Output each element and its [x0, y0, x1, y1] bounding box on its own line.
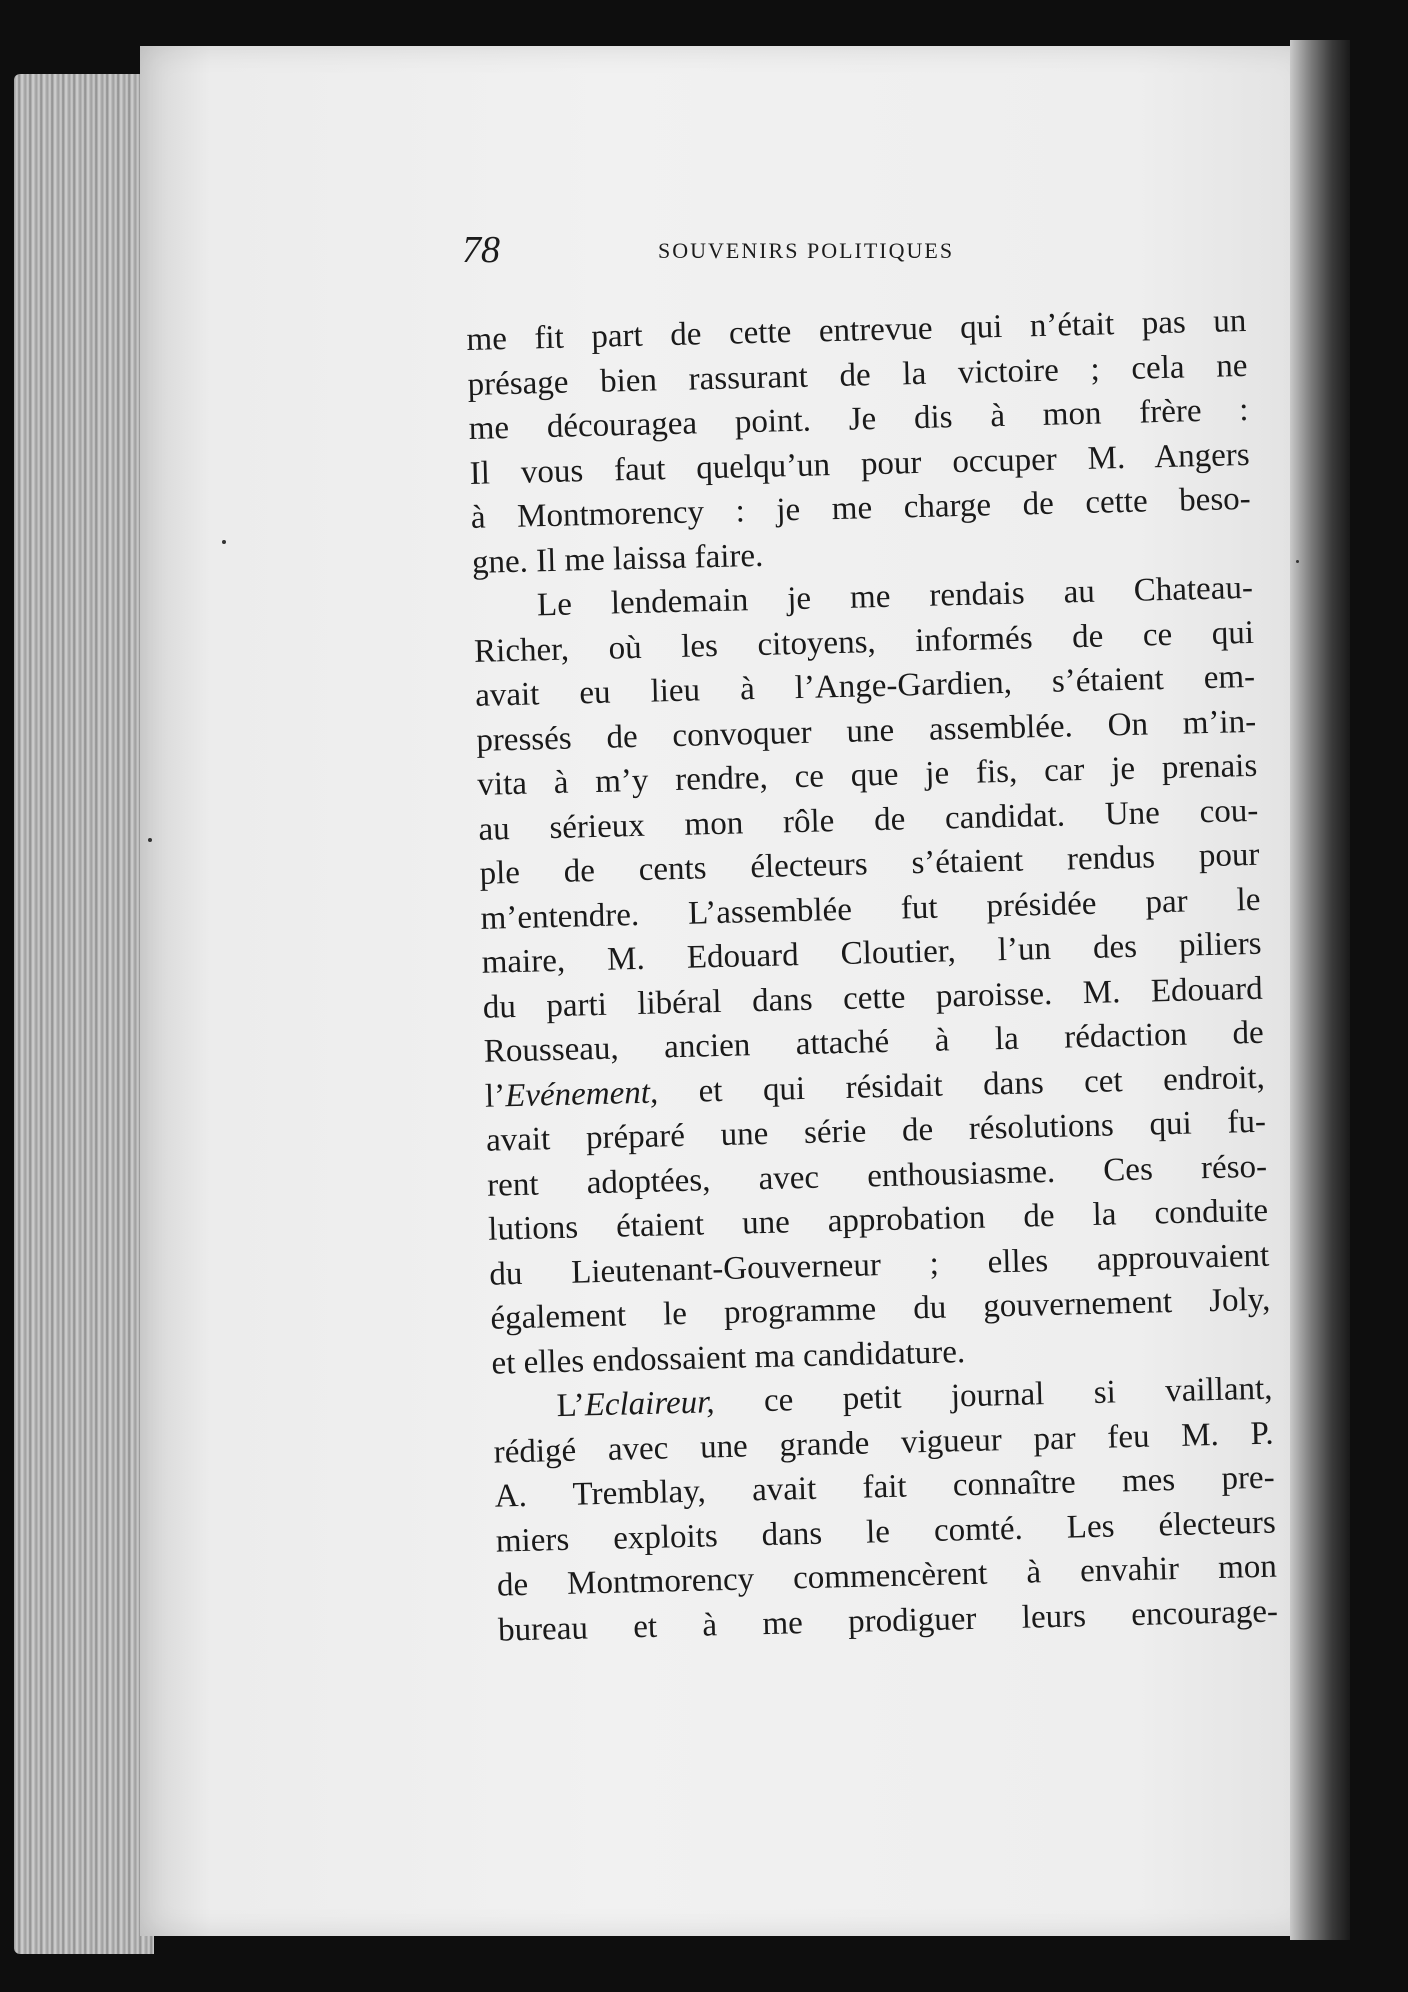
- text-line: avait préparé une série de résolutions qui fu-: [485, 1103, 1267, 1159]
- dust-speck: [1296, 560, 1299, 563]
- text-line: pressés de convoquer une assemblée. On m’in-: [475, 703, 1257, 759]
- text-line: ple de cents électeurs s’étaient rendus pour: [479, 836, 1260, 892]
- page-edges: [14, 74, 154, 1954]
- text-line: vita à m’y rendre, ce que je fis, car je prenais: [476, 747, 1258, 803]
- text-line: Richer, où les citoyens, informés de ce qui: [473, 614, 1255, 670]
- text-line: du parti libéral dans cette paroisse. M. Edouard: [482, 970, 1264, 1026]
- text-line: Rousseau, ancien attaché à la rédaction de: [483, 1014, 1265, 1070]
- text-line: lutions étaient une approbation de la conduite: [487, 1192, 1269, 1248]
- text-line: de Montmorency commencèrent à envahir mon: [496, 1548, 1278, 1604]
- text-line: au sérieux mon rôle de candidat. Une cou-: [478, 792, 1259, 848]
- text-fragment: L’: [556, 1387, 586, 1425]
- dust-speck: [148, 838, 152, 842]
- text-line: présage bien rassurant de la victoire ; cela ne: [467, 347, 1248, 403]
- text-fragment: et qui résidait dans cet endroit,: [657, 1059, 1266, 1111]
- text-line: miers exploits dans le comté. Les électeurs: [495, 1504, 1277, 1560]
- text-line: gne. Il me laissa faire.: [471, 537, 764, 581]
- text-line: m’entendre. L’assemblée fut présidée par le: [480, 881, 1261, 937]
- text-line: avait eu lieu à l’Ange-Gardien, s’étaient em-: [474, 658, 1256, 714]
- paragraph-first-line: Le lendemain je me rendais au Chateau-: [536, 569, 1254, 624]
- running-header: [462, 228, 1042, 278]
- book-binding-shadow: [1290, 40, 1350, 1940]
- text-line: me fit part de cette entrevue qui n’était pas un: [466, 302, 1247, 358]
- text-line: à Montmorency : je me charge de cette beso-: [470, 480, 1252, 536]
- running-title: SOUVENIRS POLITIQUES: [658, 238, 955, 263]
- text-line: rédigé avec une grande vigueur par feu M. P.: [493, 1415, 1274, 1471]
- text-line: A. Tremblay, avait fait connaître mes pre-: [494, 1459, 1276, 1515]
- text-line: maire, M. Edouard Cloutier, l’un des piliers: [481, 925, 1262, 981]
- text-line: et elles endossaient ma candidature.: [491, 1333, 966, 1382]
- italic-title: Eclaireur,: [584, 1384, 715, 1424]
- page-number: 78: [462, 229, 500, 271]
- body-text: [466, 299, 1278, 1653]
- text-line: rent adoptées, avec enthousiasme. Ces réso-: [486, 1148, 1268, 1204]
- text-line: me découragea point. Je dis à mon frère :: [468, 391, 1249, 447]
- text-line: bureau et à me prodiguer leurs encourage-: [497, 1593, 1279, 1649]
- text-fragment: l’: [484, 1077, 506, 1115]
- text-line: Il vous faut quelqu’un pour occuper M. Angers: [469, 436, 1251, 492]
- italic-title: Evénement,: [504, 1074, 659, 1114]
- text-line: du Lieutenant-Gouverneur ; elles approuvaient: [488, 1237, 1270, 1293]
- text-fragment: ce petit journal si vaillant,: [714, 1370, 1273, 1421]
- dust-speck: [222, 540, 226, 544]
- text-line: également le programme du gouvernement Joly,: [490, 1281, 1271, 1337]
